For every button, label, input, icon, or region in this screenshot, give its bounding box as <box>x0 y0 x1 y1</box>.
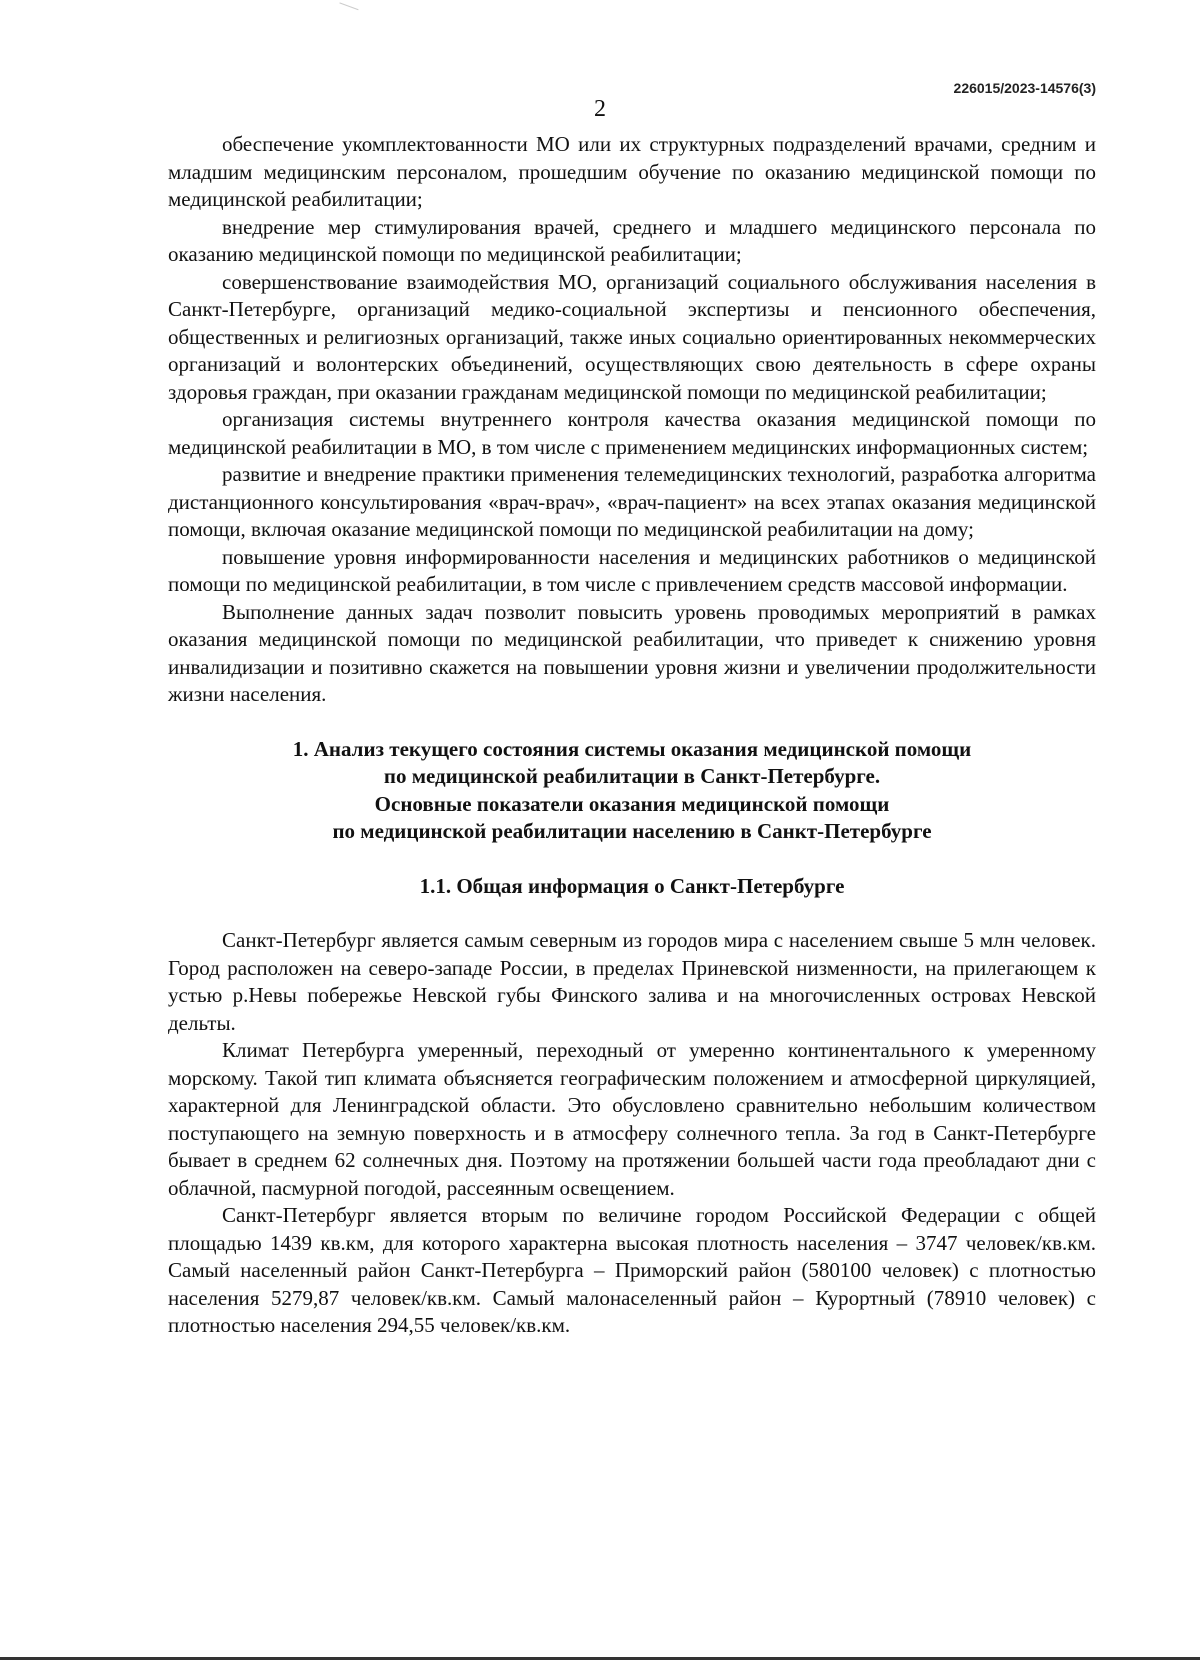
paragraph: развитие и внедрение практики применения телемедицинских технологий, разработка алгоритма дистанционного консультирования «врач-врач», «врач-пациент» на всех этапах оказания медицинской помощи, включая оказание медицинской помощи по медицинской реабилитации на дому; <box>168 462 1096 541</box>
document-body <box>168 131 1096 1340</box>
paragraph: организация системы внутреннего контроля качества оказания медицинской помощи по медицинской реабилитации в МО, в том числе с применением медицинских информационных систем; <box>168 407 1096 459</box>
section-heading-line: 1. Анализ текущего состояния системы оказания медицинской помощи <box>292 736 972 761</box>
paragraph: Климат Петербурга умеренный, переходный от умеренно континентального к умеренному морскому. Такой тип климата объясняется географическим положением и атмосферной циркуляцией, характерной для Ленинградской области. Это обусловлено сравнительно небольшим количеством поступающего на земную поверхность и в атмосферу солнечного тепла. За год в Санкт-Петербурге бывает в среднем 62 солнечных дня. Поэтому на протяжении большей части года преобладают дни с облачной, пасмурной погодой, рассеянным освещением. <box>168 1038 1096 1200</box>
paragraph: повышение уровня информированности населения и медицинских работников о медицинской помощи по медицинской реабилитации, в том числе с привлечением средств массовой информации. <box>168 544 1096 596</box>
paragraph: Санкт-Петербург является вторым по величине городом Российской Федерации с общей площадью 1439 кв.км, для которого характерна высокая плотность населения – 3747 человек/кв.км. Самый населенный район Санкт-Петербурга – Приморский район (580100 человек) с плотностью населения 5279,87 человек/кв.км. Самый малонаселенный район – Курортный (78910 человек) с плотностью населения 294,55 человек/кв.км. <box>168 1203 1096 1337</box>
paragraph: Санкт-Петербург является самым северным из городов мира с населением свыше 5 млн человек. Город расположен на северо-западе России, в пределах Приневской низменности, на прилегающем к устью р.Невы побережье Невской губы Финского залива и на многочисленных островах Невской дельты. <box>168 928 1096 1035</box>
document-registration-number: 226015/2023-14576(3) <box>953 80 1096 96</box>
paragraph: обеспечение укомплектованности МО или их структурных подразделений врачами, средним и младшим медицинским персоналом, прошедшим обучение по оказанию медицинской помощи по медицинской реабилитации; <box>168 132 1096 211</box>
subsection-heading: 1.1. Общая информация о Санкт-Петербурге <box>419 873 845 898</box>
section-heading-line: Основные показатели оказания медицинской помощи <box>374 791 890 816</box>
paragraph: Выполнение данных задач позволит повысить уровень проводимых мероприятий в рамках оказания медицинской помощи по медицинской реабилитации, что приведет к снижению уровня инвалидизации и позитивно скажется на повышении уровня жизни и увеличении продолжительности жизни населения. <box>168 599 1096 706</box>
section-heading <box>168 736 1096 846</box>
section-heading-line: по медицинской реабилитации в Санкт-Петербурге. <box>383 764 881 788</box>
page-number: 2 <box>594 96 606 122</box>
paragraph: внедрение мер стимулирования врачей, среднего и младшего медицинского персонала по оказанию медицинской помощи по медицинской реабилитации; <box>168 214 1096 266</box>
paragraph: совершенствование взаимодействия МО, организаций социального обслуживания населения в Санкт-Петербурге, организаций медико-социальной экспертизы и пенсионного обеспечения, общественных и религиозных организаций, также иных социально ориентированных некоммерческих организаций и волонтерских объединений, осуществляющих свою деятельность в сфере охраны здоровья граждан, при оказании гражданам медицинской помощи по медицинской реабилитации; <box>168 269 1096 404</box>
scan-artifact <box>339 0 360 10</box>
section-heading-line: по медицинской реабилитации населению в Санкт-Петербурге <box>332 819 932 843</box>
